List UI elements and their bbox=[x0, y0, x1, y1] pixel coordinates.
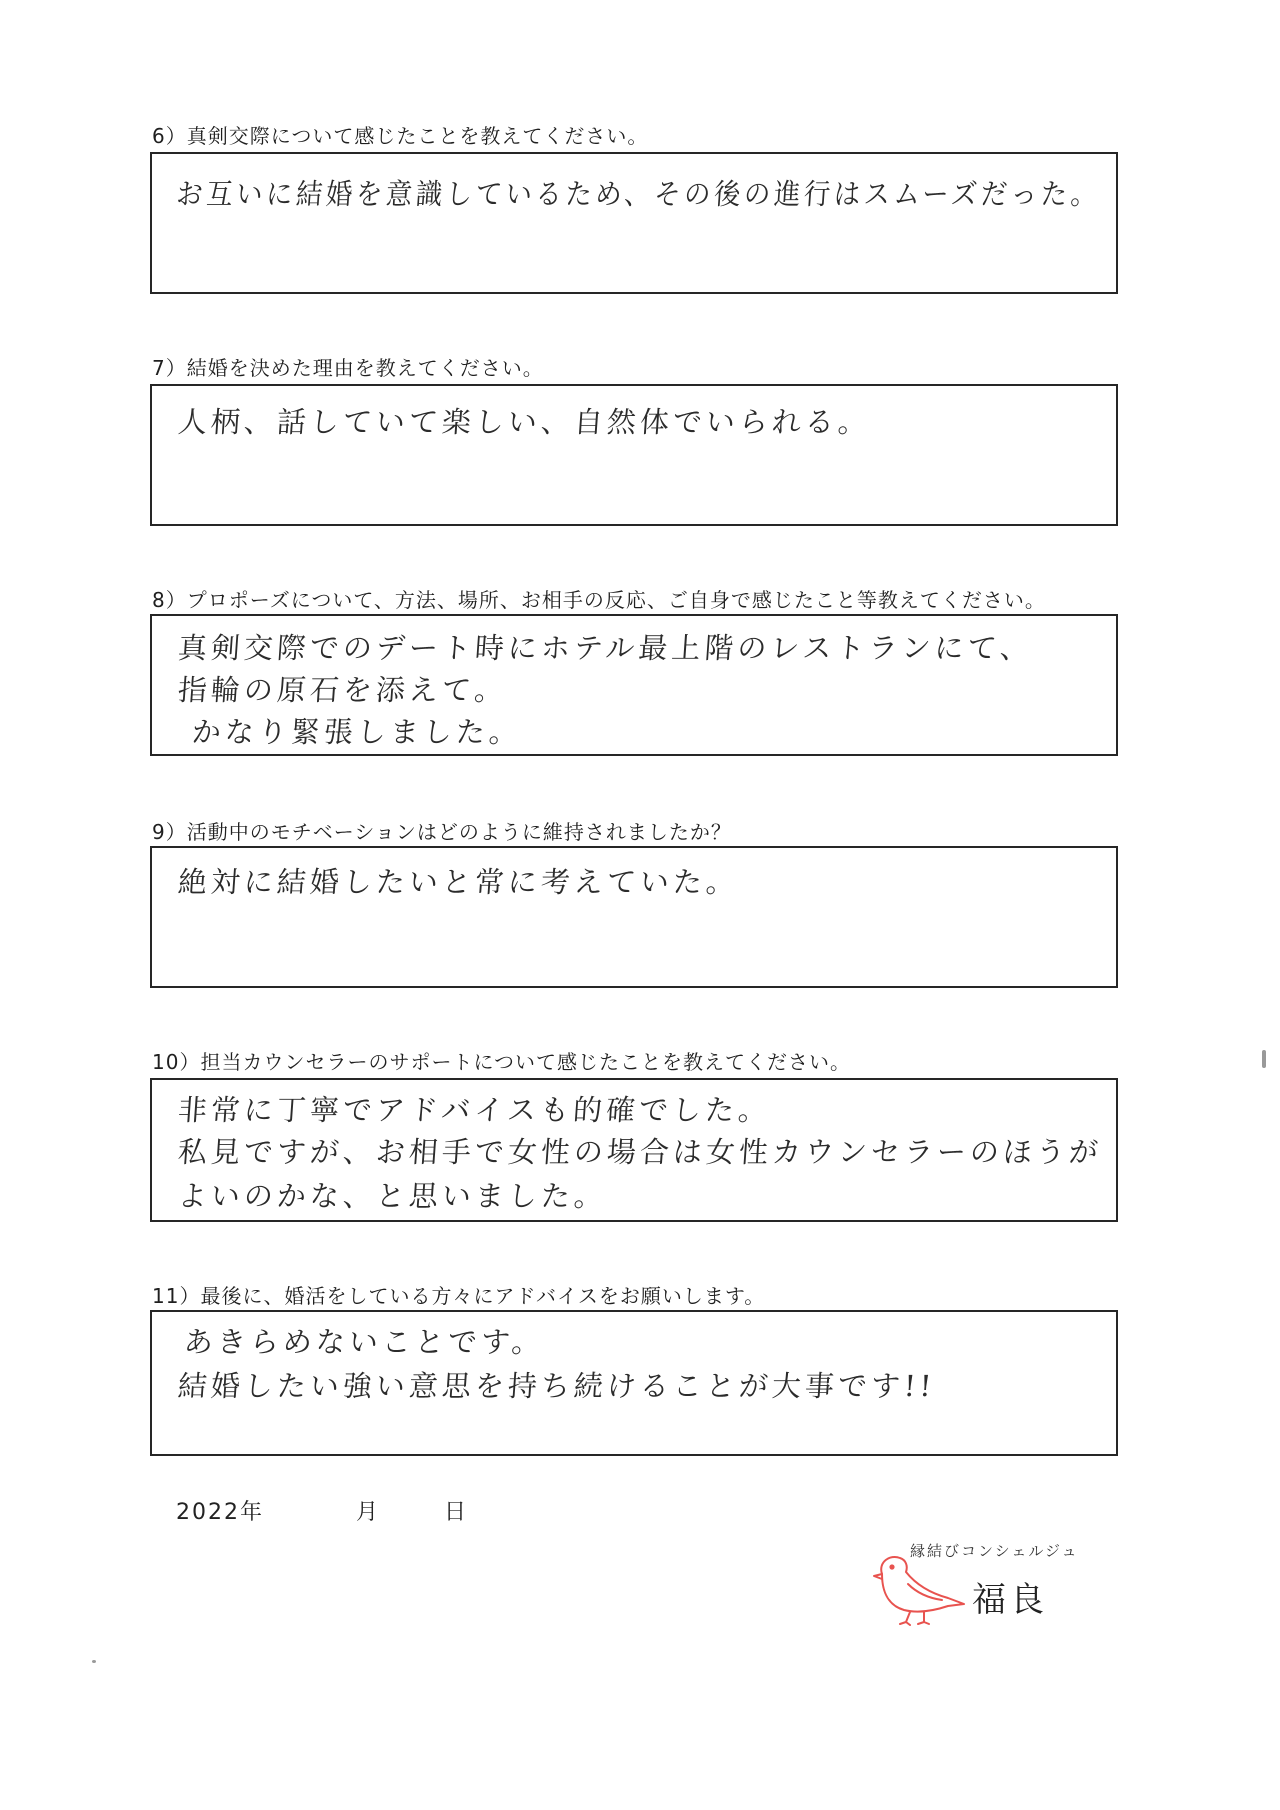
answer-7-line-1: 人柄、話していて楽しい、自然体でいられる。 bbox=[176, 405, 873, 439]
answer-8-box bbox=[150, 614, 1118, 756]
date-month: 月 bbox=[356, 1500, 381, 1525]
scan-speck bbox=[1262, 1050, 1266, 1068]
answer-6-box bbox=[150, 152, 1118, 294]
answer-10-box bbox=[150, 1078, 1118, 1222]
question-11-label: 11）最後に、婚活をしている方々にアドバイスをお願いします。 bbox=[152, 1284, 766, 1308]
date-day: 日 bbox=[444, 1500, 469, 1525]
brand-tagline: 縁結びコンシェルジュ bbox=[910, 1542, 1079, 1560]
answer-10-line-2: 私見ですが、お相手で女性の場合は女性カウンセラーのほうが bbox=[176, 1135, 1104, 1169]
scan-speck bbox=[92, 1660, 96, 1663]
answer-6-line-1: お互いに結婚を意識しているため、その後の進行はスムーズだった。 bbox=[175, 177, 1102, 211]
answer-9-box bbox=[150, 846, 1118, 988]
answer-10-line-1: 非常に丁寧でアドバイスも的確でした。 bbox=[176, 1093, 773, 1127]
brand-logo bbox=[868, 1540, 1128, 1640]
question-7-label: 7）結婚を決めた理由を教えてください。 bbox=[152, 356, 544, 380]
question-8-label: 8）プロポーズについて、方法、場所、お相手の反応、ご自身で感じたこと等教えてください。 bbox=[152, 588, 1046, 612]
answer-11-line-2: 結婚したい強い意思を持ち続けることが大事です!! bbox=[176, 1369, 937, 1403]
brand-name: 福良 bbox=[972, 1580, 1048, 1620]
answer-11-box bbox=[150, 1310, 1118, 1456]
question-6-label: 6）真剣交際について感じたことを教えてください。 bbox=[152, 124, 649, 148]
answer-11-line-1: あきらめないことです。 bbox=[182, 1325, 546, 1359]
question-10-label: 10）担当カウンセラーのサポートについて感じたことを教えてください。 bbox=[152, 1050, 852, 1074]
date-year: 2022年 bbox=[176, 1500, 264, 1525]
answer-10-line-3: よいのかな、と思いました。 bbox=[176, 1179, 609, 1213]
answer-9-line-1: 絶対に結婚したいと常に考えていた。 bbox=[176, 865, 741, 899]
question-9-label: 9）活動中のモチベーションはどのように維持されましたか？ bbox=[152, 820, 732, 844]
answer-8-line-3: かなり緊張しました。 bbox=[190, 715, 524, 749]
answer-8-line-2: 指輪の原石を添えて。 bbox=[176, 673, 509, 707]
answer-8-line-1: 真剣交際でのデート時にホテル最上階のレストランにて、 bbox=[176, 631, 1035, 665]
answer-7-box bbox=[150, 384, 1118, 526]
